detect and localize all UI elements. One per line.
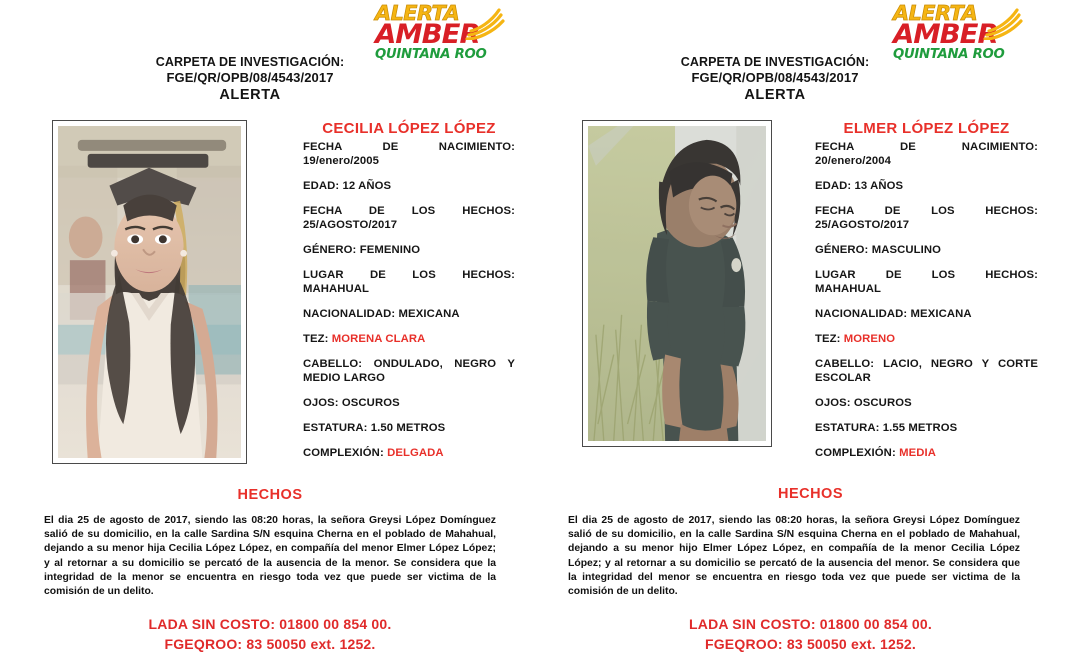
logo-text-quintana-roo: QUINTANA ROO: [893, 47, 1005, 62]
field-value: 12 AÑOS: [342, 180, 392, 192]
logo-text-quintana-roo: QUINTANA ROO: [375, 47, 487, 62]
contact-block: [540, 614, 1081, 654]
person-field: [815, 307, 1038, 321]
carpeta-number: FGE/QR/OPB/08/4543/2017: [166, 70, 334, 85]
field-value: MORENA CLARA: [331, 333, 426, 345]
field-value: MEXICANA: [910, 308, 972, 320]
contact-block: [0, 614, 540, 654]
hechos-text: El dia 25 de agosto de 2017, siendo las 08:20 horas, la señora Greysi López Domínguez salió de su domicilio, en la calle Sardina S/N esquina Cherna en el poblado de Mahahual, dejando a su menor hija Cecilia López López, en compañía del menor Elmer López López; y al retornar a su domicilio se percató de la ausencia de la menor. Se considera que la integridad de la menor se encuentra en riesgo toda vez que puede ser victima de la comisión de un delito.: [44, 515, 496, 598]
person-field: [815, 268, 1038, 296]
person-details-elmer: [815, 120, 1038, 460]
contact-lada: LADA SIN COSTO: 01800 00 854 00.: [689, 616, 932, 632]
field-label: OJOS:: [303, 397, 339, 409]
hechos-heading: HECHOS: [237, 487, 303, 503]
alert-panel-elmer: [540, 0, 1081, 666]
field-label: ESTATURA:: [815, 422, 880, 434]
person-field: [303, 357, 515, 385]
person-field-list: [815, 140, 1038, 460]
field-label: CABELLO:: [303, 358, 363, 370]
person-field: [303, 421, 515, 435]
logo-text-amber: AMBER: [893, 19, 998, 50]
person-field: [303, 307, 515, 321]
person-field: [815, 140, 1038, 168]
field-label: FECHA DE NACIMIENTO:: [815, 141, 1038, 153]
missing-person-photo: [58, 126, 241, 458]
case-header: [635, 54, 915, 105]
hechos-text: El dia 25 de agosto de 2017, siendo las 08:20 horas, la señora Greysi López Domínguez salió de su domicilio, en la calle Sardina S/N esquina Cherna en el poblado de Mahahual, dejando a su menor hijo Elmer López López, en compañía de la menor Cecilia López López; y al retornar a su domicilio se percató de la ausencia del menor. Se considera que la integridad del menor se encuentra en riesgo toda vez que puede ser victima de la comisión de un delito.: [568, 515, 1020, 598]
field-value: 13 AÑOS: [854, 180, 904, 192]
logo-text-alerta: ALERTA: [893, 1, 978, 25]
person-name: CECILIA LÓPEZ LÓPEZ: [322, 120, 496, 137]
field-value: ONDULADO, NEGRO Y MEDIO LARGO: [303, 358, 515, 384]
field-label: TEZ:: [303, 333, 329, 345]
field-value: MEXICANA: [398, 308, 460, 320]
field-label: FECHA DE NACIMIENTO:: [303, 141, 515, 153]
person-field: [815, 332, 1038, 346]
field-label: GÉNERO:: [303, 244, 357, 256]
person-field: [303, 332, 515, 346]
field-label: NACIONALIDAD:: [815, 308, 908, 320]
hechos-heading: HECHOS: [777, 486, 844, 502]
person-field: [815, 446, 1038, 460]
field-label: CABELLO:: [815, 358, 875, 370]
person-field: [815, 357, 1038, 385]
field-label: NACIONALIDAD:: [303, 308, 396, 320]
carpeta-number: FGE/QR/OPB/08/4543/2017: [691, 70, 859, 85]
field-value: OSCUROS: [853, 397, 912, 409]
person-field: [815, 179, 1038, 193]
carpeta-label: CARPETA DE INVESTIGACIÓN:: [680, 55, 870, 69]
field-label: FECHA DE LOS HECHOS:: [303, 205, 515, 217]
field-value: 1.55 METROS: [882, 422, 958, 434]
field-label: LUGAR DE LOS HECHOS:: [815, 269, 1038, 281]
field-value: 25/AGOSTO/2017: [815, 219, 910, 231]
person-field: [815, 243, 1038, 257]
field-value: 19/enero/2005: [303, 155, 380, 167]
field-value: 25/AGOSTO/2017: [303, 219, 398, 231]
contact-lada: LADA SIN COSTO: 01800 00 854 00.: [148, 616, 392, 632]
field-label: LUGAR DE LOS HECHOS:: [303, 269, 515, 281]
field-label: COMPLEXIÓN:: [303, 447, 384, 459]
person-field: [815, 396, 1038, 410]
field-value: OSCUROS: [341, 397, 400, 409]
alert-panel-cecilia: [0, 0, 540, 666]
missing-person-photo: [588, 126, 766, 441]
person-field: [303, 243, 515, 257]
field-value: 1.50 METROS: [370, 422, 446, 434]
field-label: COMPLEXIÓN:: [815, 447, 896, 459]
person-field-list: [303, 140, 515, 460]
person-name: ELMER LÓPEZ LÓPEZ: [843, 120, 1010, 137]
field-value: MORENO: [843, 333, 896, 345]
person-field: [815, 204, 1038, 232]
alerta-label: ALERTA: [219, 87, 281, 103]
field-label: TEZ:: [815, 333, 841, 345]
missing-person-photo-frame: [582, 120, 772, 447]
field-label: FECHA DE LOS HECHOS:: [815, 205, 1038, 217]
field-label: OJOS:: [815, 397, 851, 409]
field-value: MAHAHUAL: [303, 283, 370, 295]
field-label: EDAD:: [815, 180, 852, 192]
person-field: [303, 446, 515, 460]
case-header: [110, 54, 390, 105]
person-field: [303, 268, 515, 296]
field-label: GÉNERO:: [815, 244, 869, 256]
field-value: FEMENINO: [359, 244, 421, 256]
person-details-cecilia: [303, 120, 515, 460]
field-value: MEDIA: [899, 447, 936, 459]
logo-text-amber: AMBER: [375, 19, 480, 50]
person-field: [303, 204, 515, 232]
contact-fgeqroo: FGEQROO: 83 50050 ext. 1252.: [164, 636, 376, 652]
field-value: LACIO, NEGRO Y CORTE ESCOLAR: [815, 358, 1038, 384]
field-value: DELGADA: [387, 447, 444, 459]
logo-text-alerta: ALERTA: [375, 1, 460, 25]
field-value: MAHAHUAL: [815, 283, 882, 295]
amber-alert-logo: [375, 1, 495, 62]
person-field: [815, 421, 1038, 435]
field-label: EDAD:: [303, 180, 340, 192]
carpeta-label: CARPETA DE INVESTIGACIÓN:: [155, 55, 345, 69]
person-field: [303, 179, 515, 193]
field-value: 20/enero/2004: [815, 155, 892, 167]
field-value: MASCULINO: [871, 244, 941, 256]
field-label: ESTATURA:: [303, 422, 368, 434]
alerta-label: ALERTA: [744, 87, 806, 103]
person-field: [303, 396, 515, 410]
person-field: [303, 140, 515, 168]
missing-person-photo-frame: [52, 120, 247, 464]
contact-fgeqroo: FGEQROO: 83 50050 ext. 1252.: [704, 636, 917, 652]
